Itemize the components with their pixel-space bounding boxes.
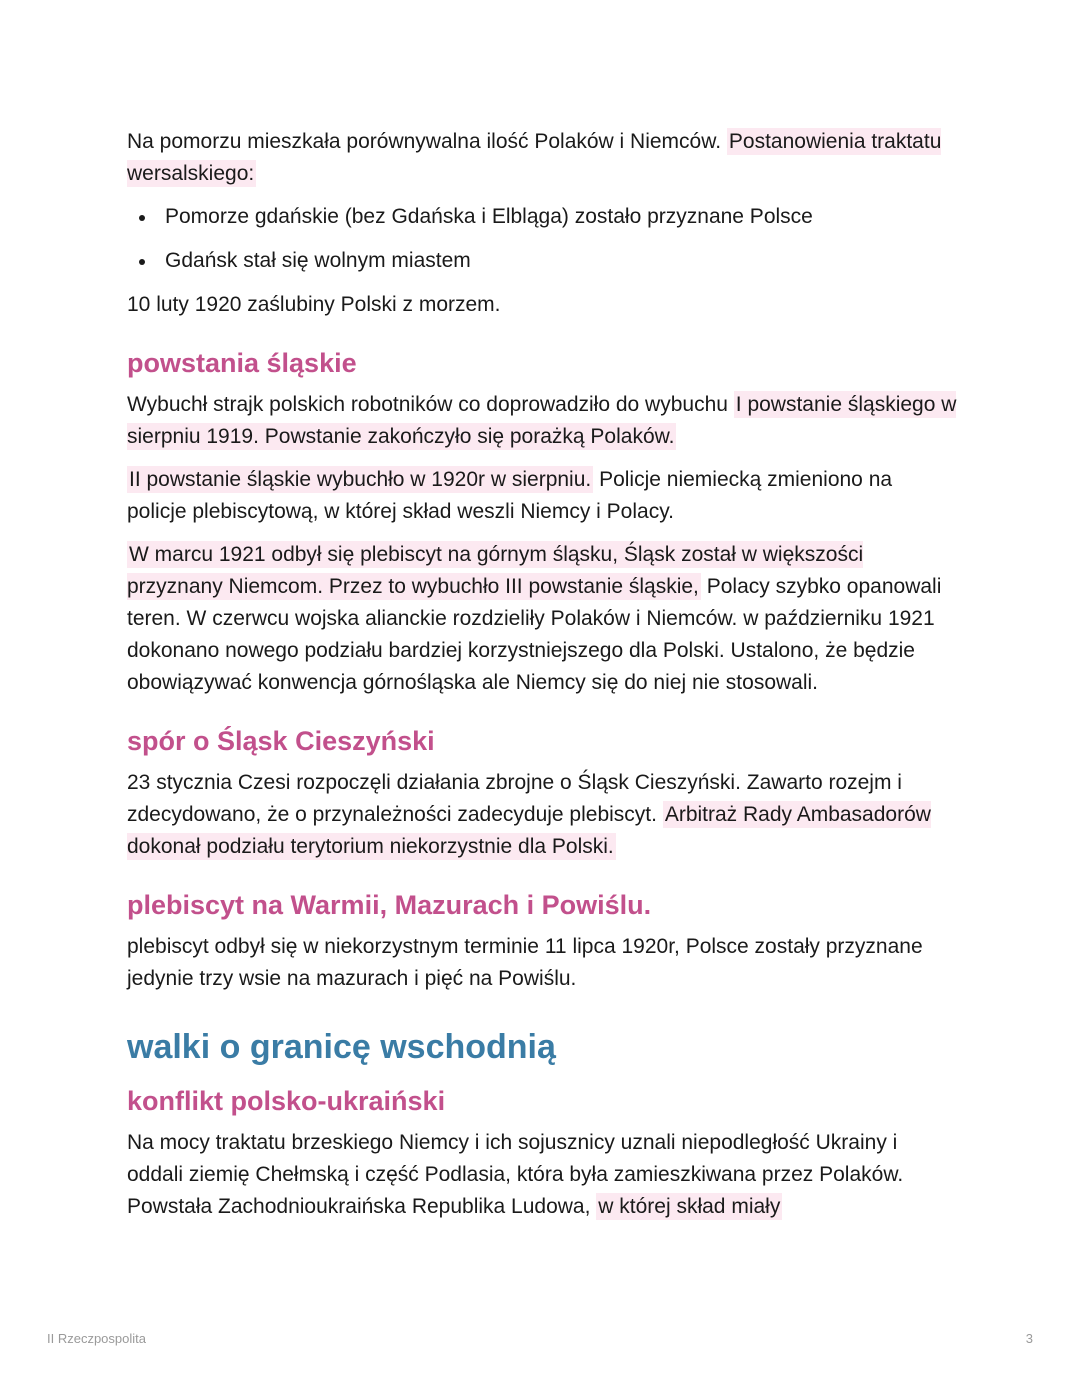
list-item: Pomorze gdańskie (bez Gdańska i Elbląga) zostało przyznane Polsce [165,201,957,233]
section-heading: spór o Śląsk Cieszyński [127,726,435,756]
highlight: II powstanie śląskie wybuchło w 1920r w sierpniu. [129,468,592,491]
highlight: Postanowienia traktatu wersalskiego: [127,130,942,185]
paragraph: plebiscyt odbył się w niekorzystnym terminie 11 lipca 1920r, Polsce zostały przyznane jedynie trzy wsie na mazurach i pięć na Powiślu. [127,935,923,990]
text: Wybuchł strajk polskich robotników co doprowadziło do wybuchu [127,393,734,416]
highlight: I powstanie śląskiego w sierpniu 1919. Powstanie zakończyło się porażką Polaków. [127,393,957,448]
chapter-heading: walki o granicę wschodnią [127,1028,556,1066]
paragraph [127,389,957,453]
page-footer [47,1331,1033,1346]
highlight: W marcu 1921 odbył się plebiscyt na górnym śląsku, Śląsk został w większości przyznany Niemcom. Przez to wybuchło III powstanie śląskie, [127,543,864,598]
highlight: Arbitraż Rady Ambasadorów dokonał podziału terytorium niekorzystnie dla Polski. [127,803,931,858]
text: Na mocy traktatu brzeskiego Niemcy i ich sojusznicy uznali niepodległość Ukrainy i oddali ziemię Chełmską i część Podlasia, która była zamieszkiwana przez Polaków. Powstała Zachodnioukraińska Republika Ludowa, [127,1131,904,1218]
section-heading: powstania śląskie [127,348,357,378]
list-item: Gdańsk stał się wolnym miastem [165,245,957,277]
highlight: w której skład miały [598,1195,781,1218]
paragraph: 10 luty 1920 zaślubiny Polski z morzem. [127,293,501,316]
section-heading: plebiscyt na Warmii, Mazurach i Powiślu. [127,890,652,920]
text: Polacy szybko opanowali teren. W czerwcu wojska alianckie rozdzieliły Polaków i Niemców. w październiku 1921 dokonano nowego podziału bardziej korzystniejszego dla Polski. Ustalono, że będzie obowiązywać konwencja górnośląska ale Niemcy się do niej nie stosowali. [127,575,942,694]
text: Na pomorzu mieszkała porównywalna ilość Polaków i Niemców. [127,130,727,153]
paragraph [127,1127,957,1223]
page-content [127,126,957,1234]
footer-title: II Rzeczpospolita [47,1331,146,1346]
paragraph [127,539,957,699]
section-heading: konflikt polsko-ukraiński [127,1086,446,1116]
paragraph [127,126,957,190]
bullet-list [127,201,957,277]
text: Policje niemiecką zmieniono na policje plebiscytową, w której skład weszli Niemcy i Polacy. [127,468,893,523]
paragraph [127,464,957,528]
paragraph [127,767,957,863]
text: 23 stycznia Czesi rozpoczęli działania zbrojne o Śląsk Cieszyński. Zawarto rozejm i zdecydowano, że o przynależności zadecyduje plebiscyt. [127,771,902,826]
page-number: 3 [1025,1331,1033,1346]
